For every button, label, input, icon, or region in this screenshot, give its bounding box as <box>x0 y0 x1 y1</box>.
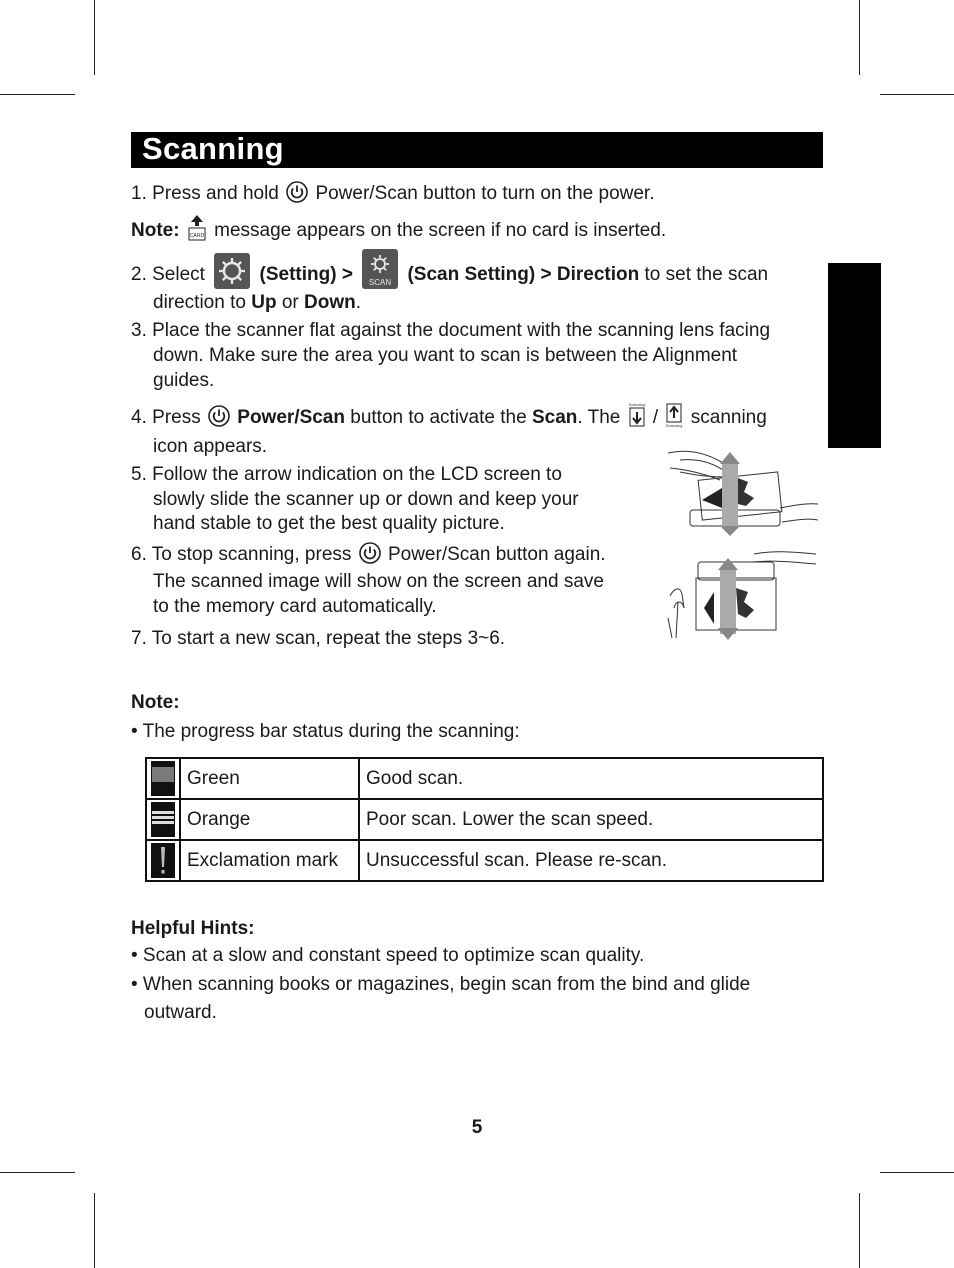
step-4-line-2: icon appears. <box>153 436 268 457</box>
no-card-icon <box>188 215 206 241</box>
scan-setting-icon <box>362 249 398 289</box>
card-icon-text: CARD <box>189 233 204 239</box>
step-2-line-2: direction to Up or Down. <box>153 292 362 313</box>
step-6-line-2: The scanned image will show on the screen and save <box>153 571 604 592</box>
table-cell-icon <box>146 758 180 799</box>
crop-mark <box>0 94 75 95</box>
crop-mark <box>0 1172 75 1173</box>
step-6-line-3: to the memory card automatically. <box>153 596 437 617</box>
hint-1: • Scan at a slow and constant speed to optimize scan quality. <box>131 945 645 966</box>
scan-setting-icon-text: SCAN <box>369 278 392 287</box>
table-cell: Poor scan. Lower the scan speed. <box>359 799 823 840</box>
note-heading: Note: <box>131 692 180 713</box>
note-bullet: • The progress bar status during the scanning: <box>131 721 520 742</box>
hint-2-line-2: outward. <box>144 1002 217 1023</box>
setting-gear-icon <box>214 253 250 289</box>
power-icon <box>359 542 381 564</box>
step-3: 3. Place the scanner flat against the document with the scanning lens facing <box>131 320 771 341</box>
table-row <box>146 799 823 840</box>
step-2: 2. Select (Setting) > SCAN (Scan Setting) > Direction to set the scan <box>131 255 768 295</box>
note-no-card: Note: CARD message appears on the screen if no card is inserted. <box>131 218 666 244</box>
table-row <box>146 758 823 799</box>
table-row <box>146 840 823 881</box>
step-5: 5. Follow the arrow indication on the LCD screen to <box>131 464 562 485</box>
section-title-bar <box>131 132 823 168</box>
scanning-icon-text: Scanning <box>666 423 683 428</box>
table-cell-icon <box>146 799 180 840</box>
crop-mark <box>859 0 860 75</box>
crop-mark <box>880 94 954 95</box>
crop-mark <box>880 1172 954 1173</box>
crop-mark <box>94 0 95 75</box>
hint-2: • When scanning books or magazines, begin scan from the bind and glide <box>131 974 751 995</box>
table-cell: Orange <box>180 799 359 840</box>
table-cell: Good scan. <box>359 758 823 799</box>
table-cell: Green <box>180 758 359 799</box>
crop-mark <box>859 1193 860 1268</box>
step-4: 4. Press Power/Scan button to activate the Scan. The Scanning / Scanning scanning <box>131 402 767 429</box>
step-3-line-2: down. Make sure the area you want to scan is between the Alignment <box>153 345 738 366</box>
exclamation-icon <box>151 843 175 878</box>
scanning-up-icon <box>663 402 685 428</box>
table-cell: Exclamation mark <box>180 840 359 881</box>
step-5-line-3: hand stable to get the best quality picture. <box>153 513 505 534</box>
orange-bar-icon <box>151 802 175 837</box>
step-3-line-3: guides. <box>153 370 215 391</box>
step-6: 6. To stop scanning, press Power/Scan button again. <box>131 543 606 567</box>
step-1: 1. Press and hold Power/Scan button to turn on the power. <box>131 182 655 206</box>
power-icon <box>208 405 230 427</box>
hints-heading: Helpful Hints: <box>131 918 255 939</box>
table-cell-icon <box>146 840 180 881</box>
step-7: 7. To start a new scan, repeat the steps 3~6. <box>131 628 506 649</box>
illustration-scan-down <box>664 548 820 642</box>
scanning-icon-text: Scanning <box>628 402 645 407</box>
power-icon <box>286 181 308 203</box>
page-title: Scanning <box>142 131 284 166</box>
step-5-line-2: slowly slide the scanner up or down and keep your <box>153 489 579 510</box>
side-tab-marker <box>828 263 881 448</box>
table-cell: Unsuccessful scan. Please re-scan. <box>359 840 823 881</box>
progress-status-table <box>145 757 824 882</box>
crop-mark <box>94 1193 95 1268</box>
page-number: 5 <box>471 1117 483 1138</box>
scanning-down-icon <box>626 402 648 428</box>
green-bar-icon <box>151 761 175 796</box>
illustration-scan-up <box>660 448 820 538</box>
